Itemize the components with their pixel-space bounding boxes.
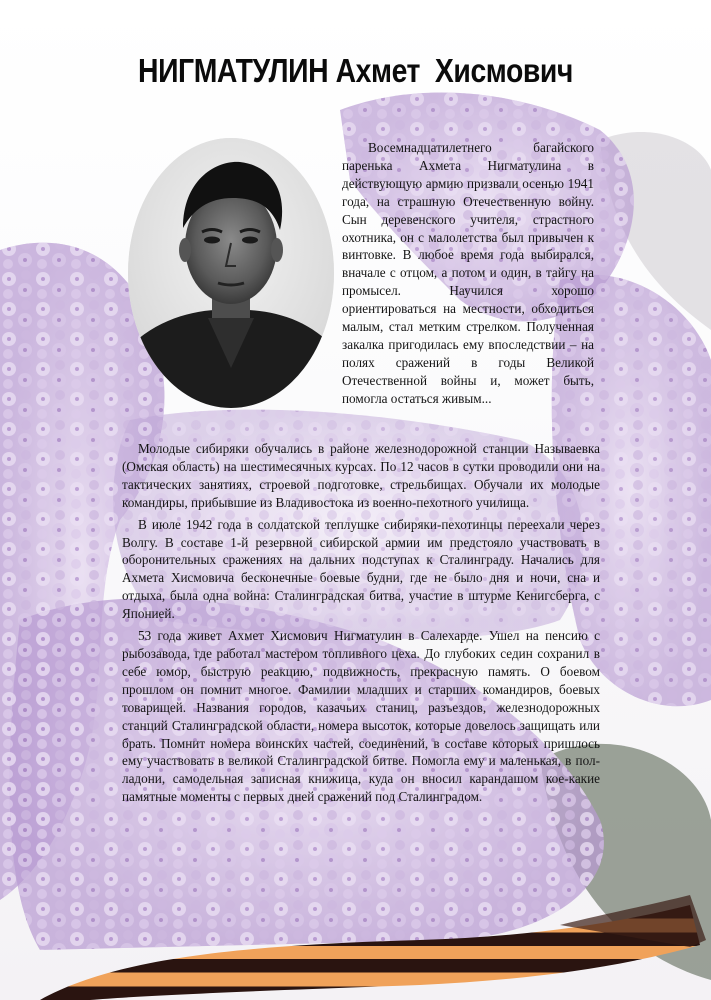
intro-text	[342, 139, 594, 408]
st-george-ribbon	[0, 885, 711, 1000]
paragraph-stalingrad: В июле 1942 года в солдатской теплушке сибиряки-пехотинцы переехали через Волгу. В составе 1-й резервной сибирской армии им предстояло участвовать в оборонительных сражениях на дальних подступах к Сталинграду. Начались для Ахмета Хисмовича бесконечные боевые будни, где не было дня и ночи, сна и отдыха, была одна война: Сталинградская битва, участие в штурме Кенигсберга, с Японией.	[122, 516, 600, 622]
paragraph-salekhard: 53 года живет Ахмет Хисмович Нигматулин в Салехарде. Ушел на пенсию с рыбозавода, где работал мастером топливного цеха. До глубоких седин сохранил в себе юмор, быструю реакцию, подвижность, прекрасную память. О боевом прошлом он помнит многое. Фамилии младших и старших командиров, боевых товарищей. Названия городов, казачьих станиц, разъездов, железнодорожных станций Сталинградской области, номера высоток, которые довелось защищать или брать. Помнит номера воинских частей, соединений, в составе которых пришлось ему участвовать в великой Сталинградской битве. Помогла ему и маленькая, в пол-ладони, самодельная записная книжица, куда он вносил карандашом кое-какие памятные моменты с первых дней сражений под Сталинградом.	[122, 628, 600, 805]
intro-paragraph: Восемнадцатилетнего багайского паренька Ахмета Нигматулина в действующую армию призвали осенью 1941 года, на страшную Отечественную войну. Сын деревенского учителя, страстного охотника, он с малолетства был привычен к винтовке. В любое время года выбирался, вначале с отцом, а потом и один, в тайгу на промысел. Научился хорошо ориентироваться на местности, обходиться малым, стал метким стрелком. Полученная закалка пригодилась ему впоследствии – на полях сражений в годы Великой Отечественной войны и, может быть, помогла остаться живым...	[342, 140, 594, 406]
paragraph-training: Молодые сибиряки обучались в районе железнодорожной станции Называевка (Омская область) на шестимесячных курсах. По 12 часов в сутки проводили они на тактических занятиях, строевой подготовке, стрельбищах. Обучали их молодые командиры, прибывшие из Владивостока из военно-пехотного училища.	[122, 441, 600, 510]
portrait-photo	[128, 138, 334, 408]
page-title: НИГМАТУЛИН Ахмет Хисмович	[138, 52, 573, 89]
article-body	[122, 440, 600, 810]
